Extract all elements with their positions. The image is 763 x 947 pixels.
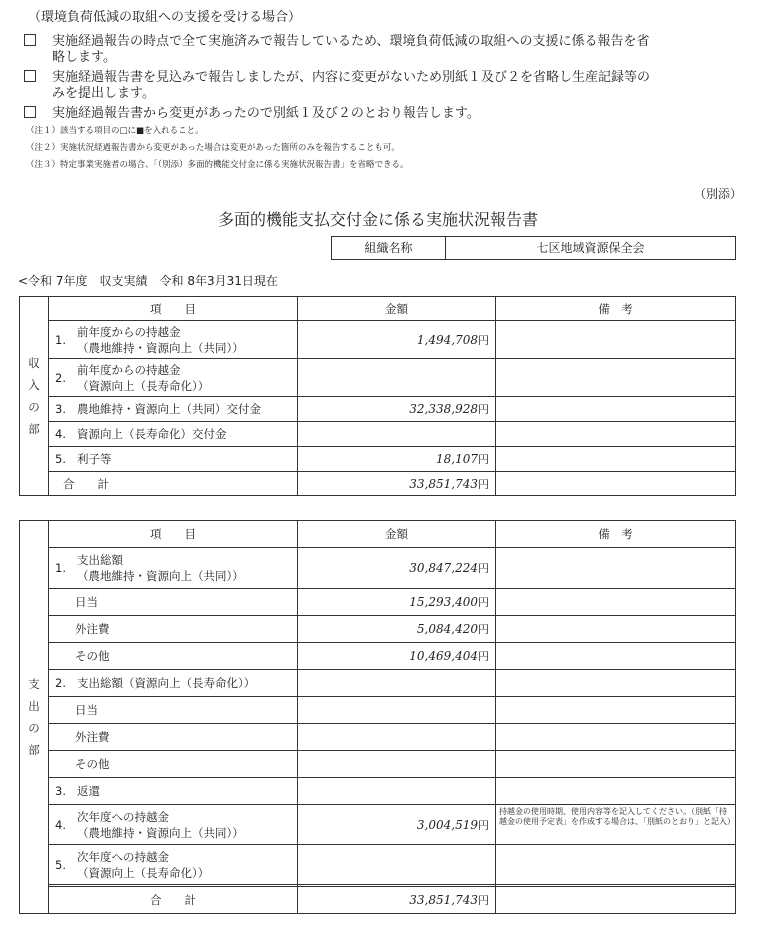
option-3-line1: 実施経過報告書から変更があったので別紙１及び２のとおり報告します。 [52,106,480,121]
expense-total-label: 合 計 [49,887,298,914]
table-row: 3. 返還 [20,778,736,805]
option-1-line2: 略します。 [52,50,116,65]
amount-cell: 5,084,420円 [298,616,496,643]
expense-col-note: 備 考 [496,521,736,548]
table-row: 4. 次年度への持越金 （農地維持・資源向上（共同）） 3,004,519円 持越金の使用時期、使用内容等を記入してください。（別紙「持越金の使用予定表」を作成する場合は、「別紙のとおり」と記入） [20,805,736,845]
note-cell[interactable] [496,359,736,397]
expense-side-label: 支 出 の 部 [20,521,49,914]
note-cell[interactable] [496,670,736,697]
amount-cell [298,697,496,724]
note-cell[interactable] [496,751,736,778]
page-title: 多面的機能支払交付金に係る実施状況報告書 [218,210,539,229]
table-row: 2. 支出総額（資源向上（長寿命化）） [20,670,736,697]
option-1[interactable] [24,34,649,50]
amount-cell: 32,338,928円 [298,397,496,422]
income-table [19,296,736,496]
note-3: （注３）特定事業実施者の場合、「（別添）多面的機能交付金に係る実施状況報告書」を省略できる。 [26,160,409,170]
note-cell[interactable] [496,724,736,751]
org-label: 組織名称 [332,237,446,259]
income-col-amount: 金額 [298,297,496,321]
carryover-note[interactable]: 持越金の使用時期、使用内容等を記入してください。（別紙「持越金の使用予定表」を作成する場合は、「別紙のとおり」と記入） [496,805,736,845]
note-cell[interactable] [496,845,736,885]
table-row: 外注費 [20,724,736,751]
amount-cell [298,359,496,397]
income-total-amount: 33,851,743円 [298,472,496,496]
note-cell[interactable] [496,778,736,805]
amount-cell: 30,847,224円 [298,548,496,589]
expense-table [19,520,736,914]
table-row: 日当 15,293,400円 [20,589,736,616]
note-cell[interactable] [496,548,736,589]
amount-cell [298,422,496,447]
amount-cell [298,778,496,805]
amount-cell [298,845,496,885]
note-cell[interactable] [496,397,736,422]
note-cell[interactable] [496,616,736,643]
checkbox-icon[interactable] [24,70,36,82]
table-row: 5. 利子等 18,107円 [20,447,736,472]
checkbox-icon[interactable] [24,106,36,118]
table-row: 5. 次年度への持越金 （資源向上（長寿命化）） [20,845,736,885]
note-cell[interactable] [496,589,736,616]
table-row: 3. 農地維持・資源向上（共同）交付金 32,338,928円 [20,397,736,422]
amount-cell: 18,107円 [298,447,496,472]
option-2-line1: 実施経過報告書を見込みで報告しましたが、内容に変更がないため別紙１及び２を省略し生産記録等の [52,70,651,85]
option-1-line1: 実施経過報告の時点で全て実施済みで報告しているため、環境負荷低減の取組への支援に係る報告を省 [52,34,650,49]
note-cell[interactable] [496,643,736,670]
option-2-line2: みを提出します。 [52,86,155,101]
expense-col-item: 項 目 [49,521,298,548]
amount-cell [298,670,496,697]
checkbox-icon[interactable] [24,34,36,46]
income-col-note: 備 考 [496,297,736,321]
income-total-row [20,472,736,496]
amount-cell: 1,494,708円 [298,321,496,359]
income-total-label: 合 計 [49,472,298,496]
condition-heading: （環境負荷低減の取組への支援を受ける場合） [28,10,302,25]
note-cell[interactable] [496,321,736,359]
amount-cell [298,724,496,751]
option-3[interactable] [24,106,480,122]
table-row: 4. 資源向上（長寿命化）交付金 [20,422,736,447]
amount-cell: 3,004,519円 [298,805,496,845]
expense-col-amount: 金額 [298,521,496,548]
expense-total-amount: 33,851,743円 [298,887,496,914]
table-row: その他 10,469,404円 [20,643,736,670]
note-cell[interactable] [496,697,736,724]
table-row: その他 [20,751,736,778]
income-col-item: 項 目 [49,297,298,321]
amount-cell [298,751,496,778]
attachment-label: （別添） [694,187,743,201]
org-name: 七区地域資源保全会 [536,241,645,255]
org-box [331,236,736,260]
table-row: 外注費 5,084,420円 [20,616,736,643]
table-row: 1. 支出総額 （農地維持・資源向上（共同）） 30,847,224円 [20,548,736,589]
note-1: （注１）該当する項目の□に■を入れること。 [26,126,204,136]
table-row: 2. 前年度からの持越金 （資源向上（長寿命化）） [20,359,736,397]
amount-cell: 15,293,400円 [298,589,496,616]
table-row: 日当 [20,697,736,724]
table-row: 1. 前年度からの持越金 （農地維持・資源向上（共同）） 1,494,708円 [20,321,736,359]
note-2: （注２）実施状況経過報告書から変更があった場合は変更があった箇所のみを報告することも可。 [26,143,400,153]
period-label: <令和 7年度 収支実績 令和 8年3月31日現在 [18,274,278,288]
option-2[interactable] [24,70,650,86]
note-cell[interactable] [496,447,736,472]
expense-total-row [20,887,736,914]
income-side-label: 収 入 の 部 [20,297,49,496]
note-cell[interactable] [496,422,736,447]
amount-cell: 10,469,404円 [298,643,496,670]
